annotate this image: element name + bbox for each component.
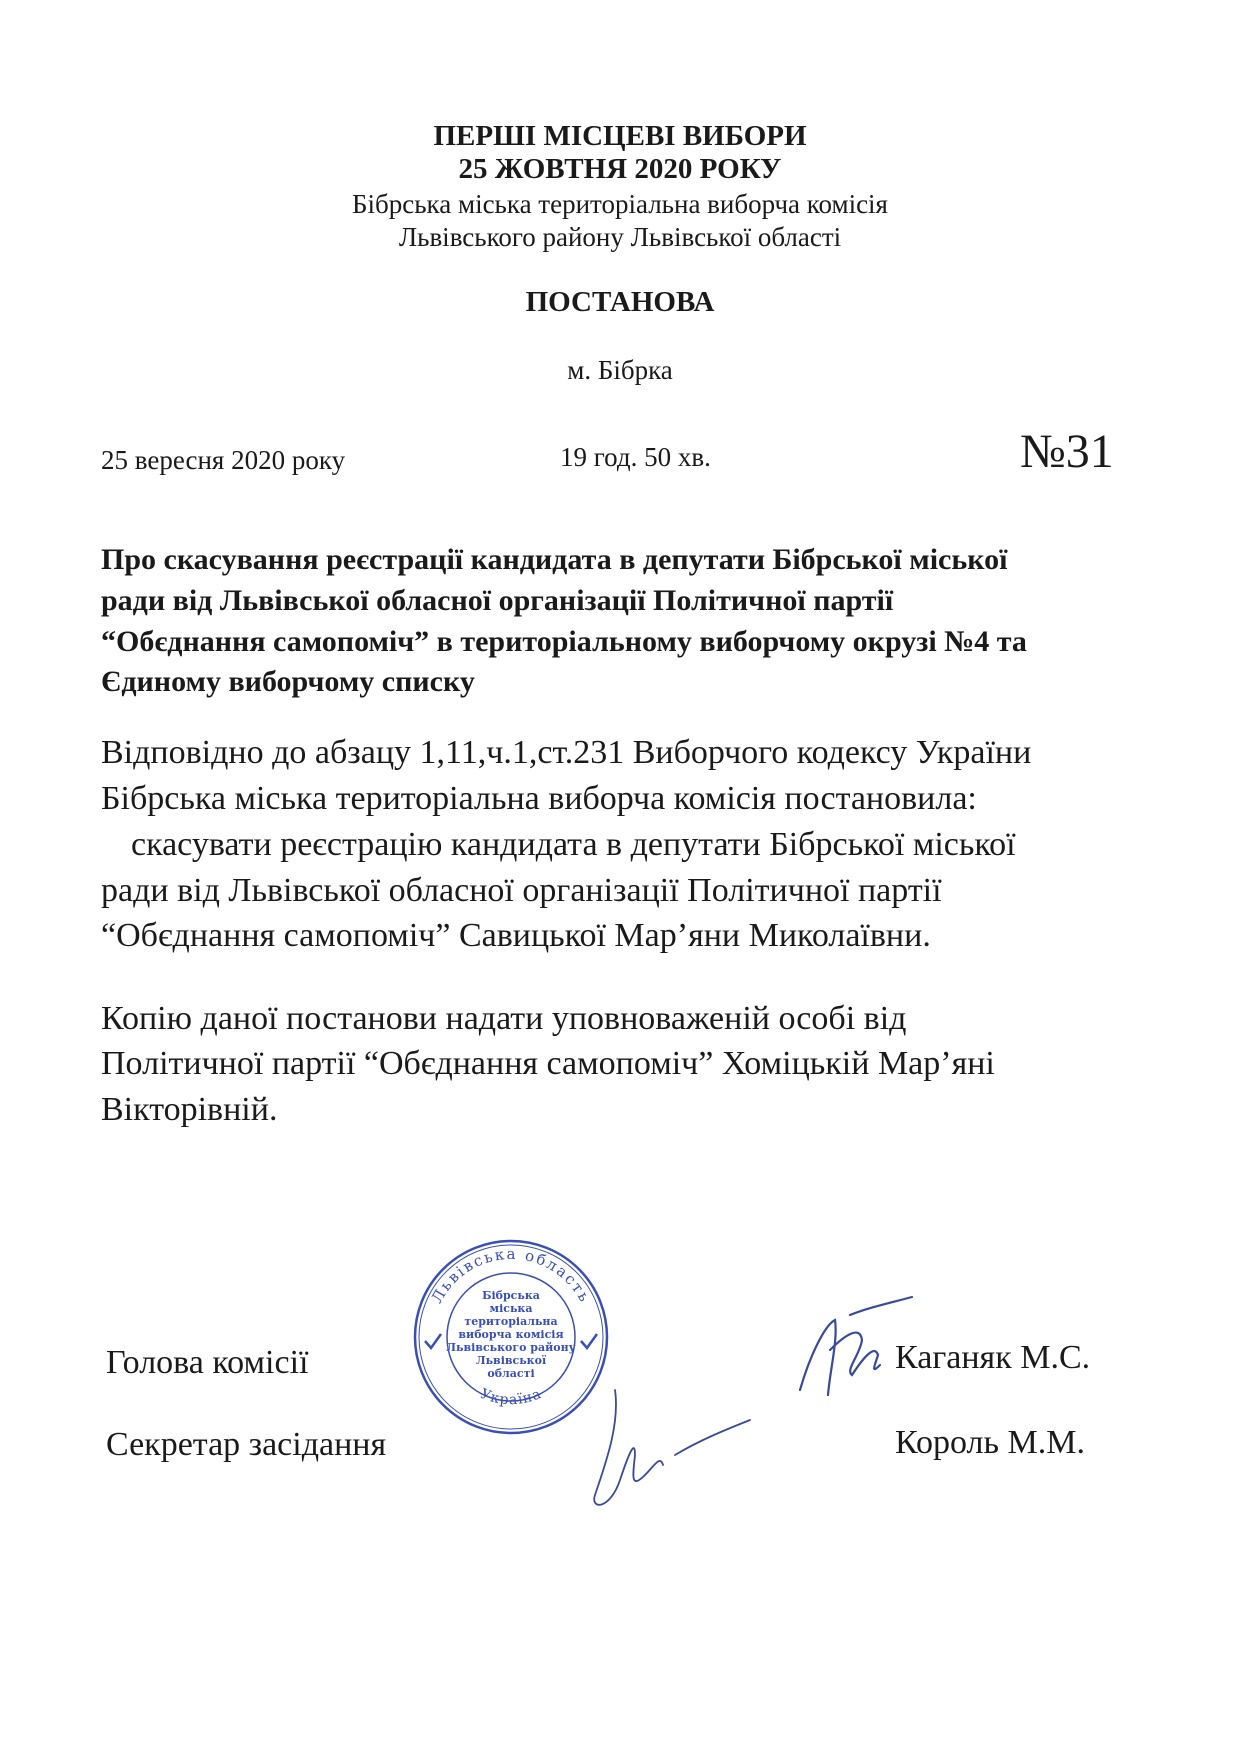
document-type: ПОСТАНОВА	[525, 286, 715, 318]
document-time: 19 год. 50 хв.	[560, 442, 711, 472]
chair-title: Голова комісії	[106, 1344, 309, 1381]
body-line: Вікторівній.	[101, 1091, 278, 1128]
svg-text:області: області	[487, 1367, 535, 1380]
subject-line: ради від Львівської обласної організації Політичної партії	[101, 584, 894, 617]
svg-text:Львівська область: Львівська область	[427, 1244, 595, 1307]
subject-line: Про скасування реєстрації кандидата в депутати Бібрської міської	[101, 543, 1008, 576]
body-line: скасувати реєстрацію кандидата в депутати Бібрської міської	[131, 826, 1016, 863]
body-line: Політичної партії “Обєднання самопоміч” Хоміцькій Мар’яні	[101, 1045, 995, 1082]
document-place: м. Бібрка	[567, 355, 673, 385]
svg-text:Україна: Україна	[477, 1385, 545, 1409]
svg-text:територіальна: територіальна	[464, 1315, 558, 1328]
body-line: ради від Львівської обласної організації Політичної партії	[101, 872, 942, 909]
svg-text:міська: міська	[489, 1302, 533, 1315]
header-line-district: Львівського району Львівської області	[398, 222, 842, 252]
secretary-signature	[575, 1385, 755, 1515]
header-line-elections: ПЕРШІ МІСЦЕВІ ВИБОРИ	[433, 120, 807, 152]
chair-name: Каганяк М.С.	[895, 1339, 1091, 1376]
subject-line: “Обєднання самопоміч” в територіальному виборчому окрузі №4 та	[101, 625, 1027, 658]
svg-text:Львівського району: Львівського району	[446, 1341, 576, 1354]
body-line: Відповідно до абзацу 1,11,ч.1,ст.231 Виборчого кодексу України	[101, 734, 1032, 771]
svg-text:Львівської: Львівської	[475, 1354, 547, 1367]
header-line-commission: Бібрська міська територіальна виборча комісія	[352, 189, 888, 219]
svg-text:виборча комісія: виборча комісія	[458, 1328, 564, 1341]
svg-text:Бібрська: Бібрська	[482, 1289, 540, 1302]
body-line: Копію даної постанови надати уповноваженій особі від	[101, 1000, 907, 1037]
body-line: Бібрська міська територіальна виборча комісія постановила:	[101, 780, 977, 817]
subject-line: Єдиному виборчому списку	[101, 665, 475, 698]
secretary-name: Король М.М.	[895, 1424, 1085, 1461]
body-line: “Обєднання самопоміч” Савицької Мар’яни Миколаївни.	[101, 917, 931, 954]
document-number: №31	[1020, 425, 1114, 478]
secretary-title: Секретар засідання	[106, 1426, 387, 1463]
document-date: 25 вересня 2020 року	[101, 445, 346, 475]
chair-signature	[790, 1295, 920, 1405]
header-line-date: 25 ЖОВТНЯ 2020 РОКУ	[458, 153, 782, 185]
